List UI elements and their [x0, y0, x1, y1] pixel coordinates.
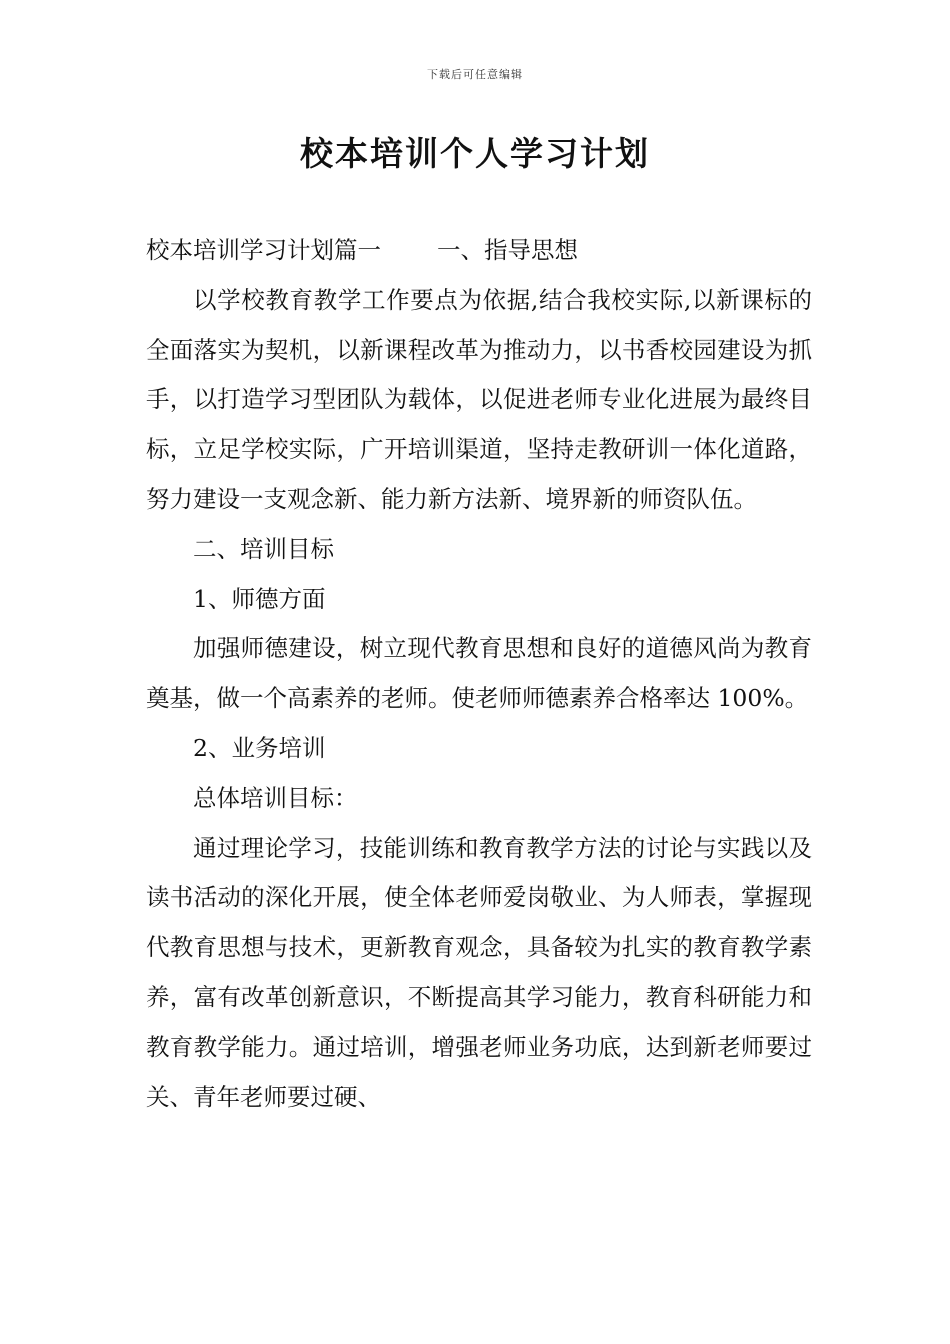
paragraph-teacher-ethics: 加强师德建设，树立现代教育思想和良好的道德风尚为教育奠基，做一个高素养的老师。使老师师德素养合格率达 100%。 [146, 634, 812, 713]
section-heading-guiding-thought: 一、指导思想 [437, 236, 578, 264]
paragraph-guiding-thought: 以学校教育教学工作要点为依据,结合我校实际,以新课标的全面落实为契机，以新课程改革为推动力，以书香校园建设为抓手，以打造学习型团队为载体，以促进老师专业化进展为最终目标，立足学校实际，广开培训渠道，坚持走教研训一体化道路，努力建设一支观念新、能力新方法新、境界新的师资队伍。 [146, 285, 812, 513]
paragraph-overall-goal: 通过理论学习，技能训练和教育教学方法的讨论与实践以及读书活动的深化开展，使全体老师爱岗敬业、为人师表，掌握现代教育思想与技术，更新教育观念，具备较为扎实的教育教学素养，富有改革创新意识，不断提高其学习能力，教育科研能力和教育教学能力。通过培训，增强老师业务功底，达到新老师要过关、青年老师要过硬、 [146, 833, 812, 1111]
header-note: 下载后可任意编辑 [427, 68, 523, 81]
subheading-teacher-ethics: 1、师德方面 [193, 584, 326, 613]
section-heading-line [146, 226, 812, 276]
plan-label: 校本培训学习计划篇一 [146, 236, 381, 264]
subheading-overall-goal: 总体培训目标： [193, 783, 358, 812]
subheading-business-training: 2、业务培训 [193, 733, 326, 762]
section-heading-training-goals: 二、培训目标 [193, 534, 334, 563]
document-body [146, 226, 812, 1122]
document-title: 校本培训个人学习计划 [300, 134, 650, 173]
